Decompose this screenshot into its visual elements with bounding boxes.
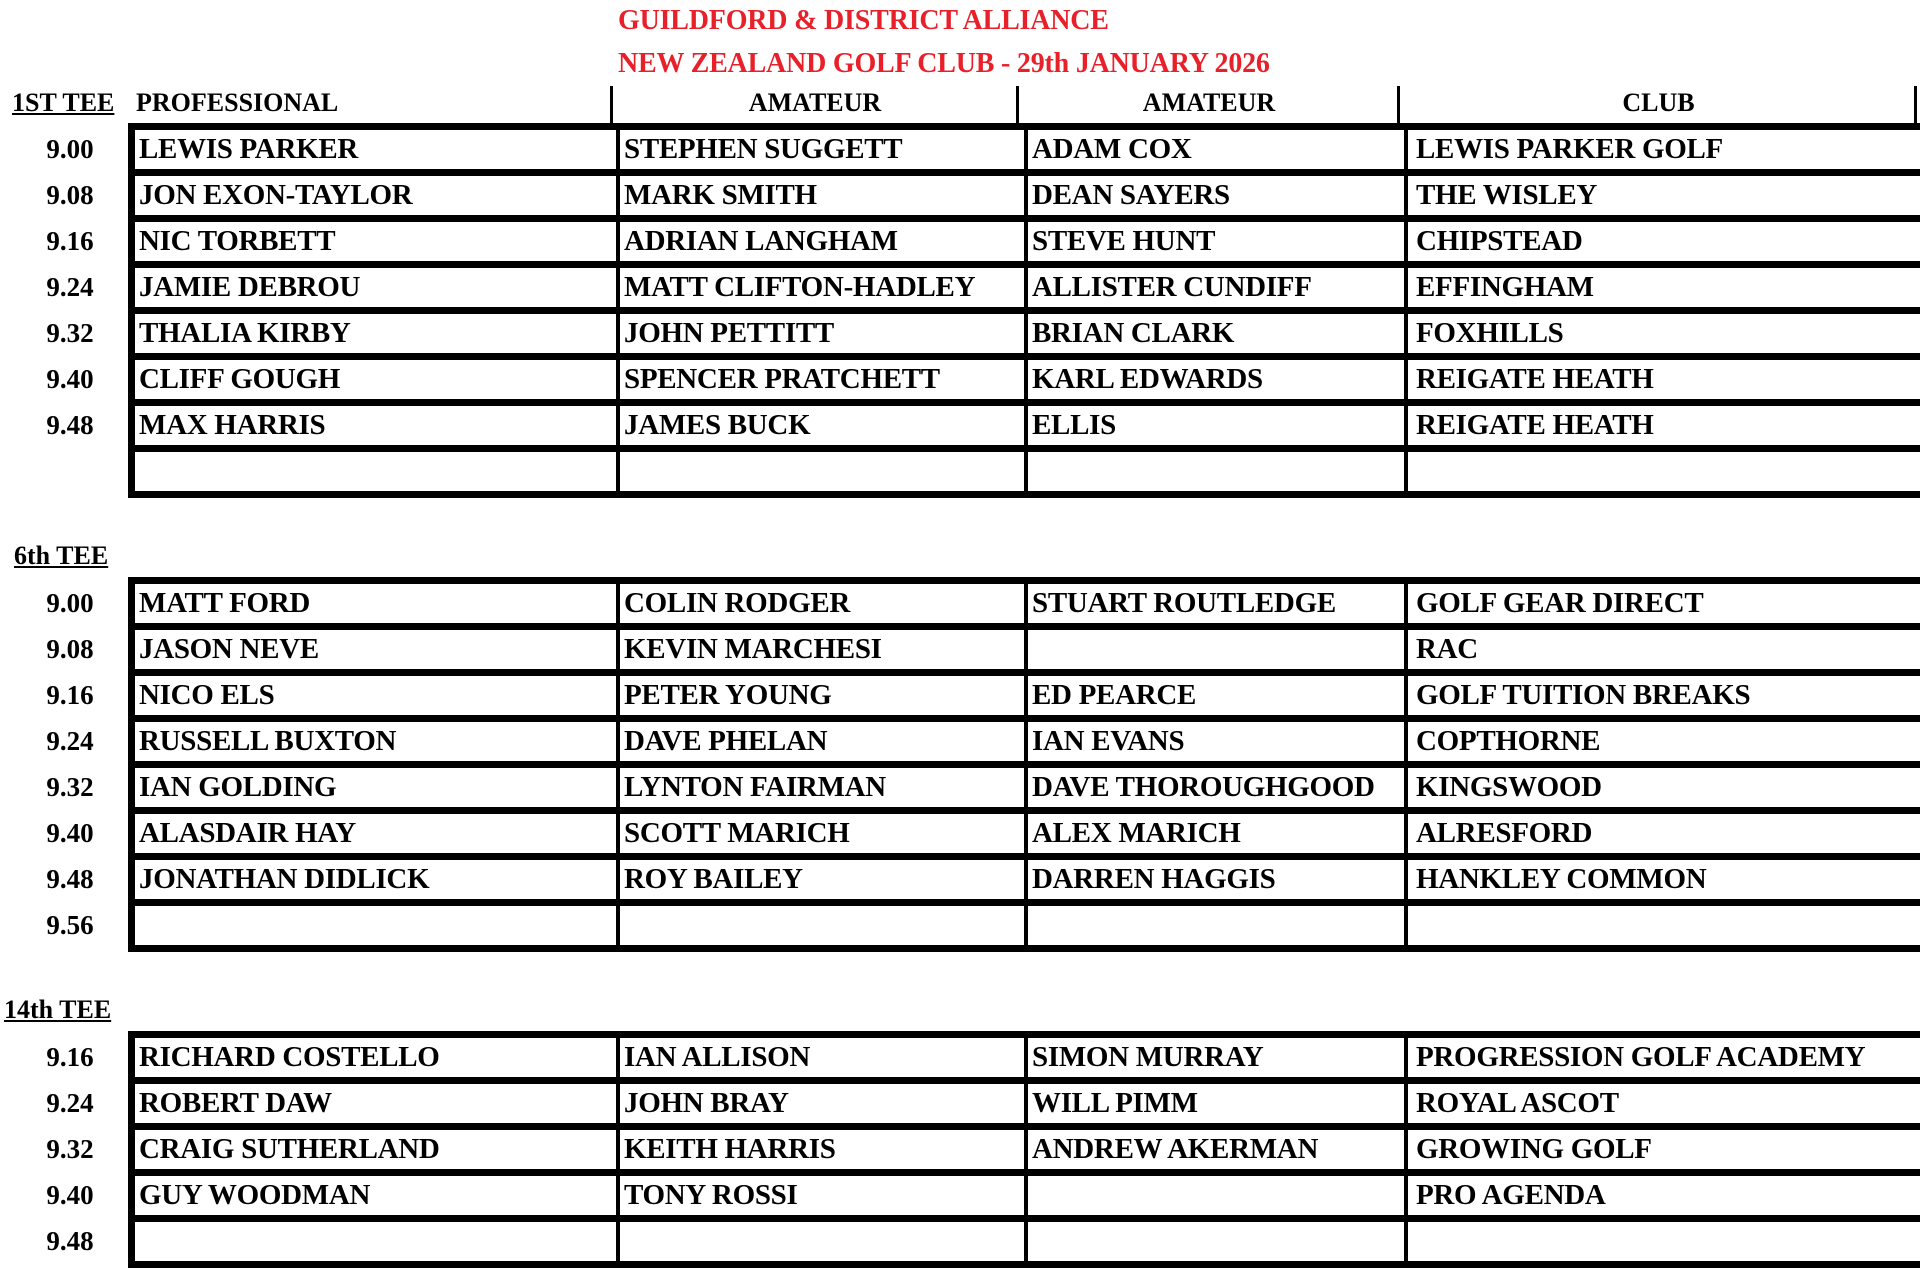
club-cell: ROYAL ASCOT [1416, 1087, 1619, 1119]
tee-time: 9.40 [46, 1180, 94, 1210]
amateur-1-cell [620, 1222, 1024, 1261]
amateur-1-cell: TONY ROSSI [624, 1179, 798, 1211]
amateur-1-cell: ADRIAN LANGHAM [624, 225, 898, 257]
tee-table-1 [128, 123, 1920, 498]
amateur-1-cell: JAMES BUCK [624, 409, 811, 441]
table-row [135, 722, 1920, 768]
tee-time: 9.08 [46, 634, 94, 664]
amateur-1-cell: SPENCER PRATCHETT [624, 363, 940, 395]
club-cell: LEWIS PARKER GOLF [1416, 133, 1723, 165]
table-row [135, 406, 1920, 452]
header-divider [1397, 86, 1400, 126]
professional-cell [135, 452, 616, 491]
tee-time: 9.56 [46, 910, 94, 940]
table-row [135, 360, 1920, 406]
tee-time: 9.48 [46, 1226, 94, 1256]
club-cell: RAC [1416, 633, 1478, 665]
amateur-2-cell: ANDREW AKERMAN [1032, 1133, 1319, 1165]
amateur-2-cell: WILL PIMM [1032, 1087, 1198, 1119]
amateur-2-cell: ED PEARCE [1032, 679, 1197, 711]
amateur-1-cell: IAN ALLISON [624, 1041, 811, 1073]
tee-time: 9.24 [46, 272, 94, 302]
table-row [135, 814, 1920, 860]
professional-cell [135, 1222, 616, 1261]
amateur-1-cell: LYNTON FAIRMAN [624, 771, 886, 803]
professional-cell: MAX HARRIS [139, 409, 326, 441]
professional-cell: JASON NEVE [139, 633, 319, 665]
club-cell: FOXHILLS [1416, 317, 1564, 349]
tee-time: 9.24 [46, 726, 94, 756]
amateur-1-cell [620, 452, 1024, 491]
amateur-2-cell: ALLISTER CUNDIFF [1032, 271, 1312, 303]
amateur-2-cell [1028, 1222, 1408, 1261]
table-row [135, 768, 1920, 814]
professional-cell: IAN GOLDING [139, 771, 337, 803]
club-cell: GROWING GOLF [1416, 1133, 1652, 1165]
table-row [135, 1038, 1920, 1084]
tee-time [30, 452, 110, 491]
table-row [135, 860, 1920, 906]
club-cell: PRO AGENDA [1416, 1179, 1606, 1211]
table-row [135, 584, 1920, 630]
column-header-amateur-1: AMATEUR [748, 88, 882, 117]
table-row [135, 1222, 1920, 1261]
tee-table-2 [128, 577, 1920, 952]
amateur-2-cell [1028, 906, 1408, 945]
professional-cell: RICHARD COSTELLO [139, 1041, 440, 1073]
table-row [135, 906, 1920, 945]
section-label-14th-tee: 14th TEE [4, 995, 112, 1024]
document-title: GUILDFORD & DISTRICT ALLIANCE [618, 5, 1109, 36]
tee-time: 9.40 [46, 364, 94, 394]
table-row [135, 1176, 1920, 1222]
club-cell: CHIPSTEAD [1416, 225, 1583, 257]
amateur-1-cell: JOHN BRAY [624, 1087, 789, 1119]
amateur-2-cell: DAVE THOROUGHGOOD [1032, 771, 1375, 803]
professional-cell: ROBERT DAW [139, 1087, 332, 1119]
tee-time: 9.32 [46, 1134, 94, 1164]
table-row [135, 176, 1920, 222]
tee-table-3 [128, 1031, 1920, 1268]
professional-cell: NICO ELS [139, 679, 275, 711]
tee-time: 9.16 [46, 1042, 94, 1072]
amateur-2-cell [1028, 452, 1408, 491]
professional-cell [135, 906, 616, 945]
amateur-1-cell: MARK SMITH [624, 179, 817, 211]
amateur-2-cell: ALEX MARICH [1032, 817, 1241, 849]
club-cell: COPTHORNE [1416, 725, 1601, 757]
club-cell: GOLF GEAR DIRECT [1416, 587, 1704, 619]
amateur-1-cell: SCOTT MARICH [624, 817, 850, 849]
tee-time: 9.32 [46, 318, 94, 348]
amateur-2-cell: BRIAN CLARK [1032, 317, 1235, 349]
professional-cell: THALIA KIRBY [139, 317, 351, 349]
column-header-professional: PROFESSIONAL [136, 88, 339, 117]
column-header-amateur-2: AMATEUR [1142, 88, 1276, 117]
professional-cell: JAMIE DEBROU [139, 271, 361, 303]
amateur-1-cell: PETER YOUNG [624, 679, 832, 711]
amateur-1-cell [620, 906, 1024, 945]
column-header-club: CLUB [1622, 88, 1695, 117]
amateur-2-cell [1028, 1176, 1408, 1215]
event-subtitle: NEW ZEALAND GOLF CLUB - 29th JANUARY 2026 [618, 48, 1270, 79]
amateur-1-cell: STEPHEN SUGGETT [624, 133, 903, 165]
table-row [135, 1084, 1920, 1130]
table-row [135, 1130, 1920, 1176]
amateur-1-cell: MATT CLIFTON-HADLEY [624, 271, 976, 303]
amateur-2-cell: KARL EDWARDS [1032, 363, 1263, 395]
club-cell: REIGATE HEATH [1416, 363, 1654, 395]
club-cell: PROGRESSION GOLF ACADEMY [1416, 1041, 1866, 1073]
amateur-1-cell: DAVE PHELAN [624, 725, 828, 757]
tee-time: 9.32 [46, 772, 94, 802]
tee-time: 9.40 [46, 818, 94, 848]
amateur-2-cell [1028, 630, 1408, 669]
table-row [135, 222, 1920, 268]
club-cell: GOLF TUITION BREAKS [1416, 679, 1751, 711]
amateur-2-cell: SIMON MURRAY [1032, 1041, 1264, 1073]
header-divider [1016, 86, 1019, 126]
club-cell: REIGATE HEATH [1416, 409, 1654, 441]
professional-cell: JON EXON-TAYLOR [139, 179, 413, 211]
table-row [135, 130, 1920, 176]
tee-time: 9.00 [46, 588, 94, 618]
amateur-1-cell: JOHN PETTITT [624, 317, 834, 349]
tee-time: 9.48 [46, 410, 94, 440]
club-cell: ALRESFORD [1416, 817, 1593, 849]
tee-time: 9.08 [46, 180, 94, 210]
professional-cell: CLIFF GOUGH [139, 363, 341, 395]
club-cell: EFFINGHAM [1416, 271, 1594, 303]
header-divider [610, 86, 613, 126]
professional-cell: JONATHAN DIDLICK [139, 863, 430, 895]
table-row [135, 676, 1920, 722]
amateur-2-cell: DARREN HAGGIS [1032, 863, 1276, 895]
amateur-1-cell: KEVIN MARCHESI [624, 633, 882, 665]
professional-cell: RUSSELL BUXTON [139, 725, 397, 757]
amateur-2-cell: ADAM COX [1032, 133, 1192, 165]
header-divider [1914, 86, 1917, 126]
amateur-2-cell: STEVE HUNT [1032, 225, 1216, 257]
professional-cell: CRAIG SUTHERLAND [139, 1133, 440, 1165]
table-row [135, 630, 1920, 676]
amateur-2-cell: IAN EVANS [1032, 725, 1185, 757]
section-label-6th-tee: 6th TEE [14, 541, 109, 570]
professional-cell: ALASDAIR HAY [139, 817, 356, 849]
club-cell: THE WISLEY [1416, 179, 1598, 211]
tee-time: 9.48 [46, 864, 94, 894]
tee-time: 9.16 [46, 680, 94, 710]
professional-cell: NIC TORBETT [139, 225, 336, 257]
table-row [135, 268, 1920, 314]
professional-cell: GUY WOODMAN [139, 1179, 371, 1211]
club-cell: KINGSWOOD [1416, 771, 1602, 803]
professional-cell: MATT FORD [139, 587, 311, 619]
amateur-1-cell: COLIN RODGER [624, 587, 851, 619]
amateur-2-cell: ELLIS [1032, 409, 1116, 441]
tee-time: 9.24 [46, 1088, 94, 1118]
amateur-1-cell: KEITH HARRIS [624, 1133, 836, 1165]
table-row [135, 452, 1920, 491]
section-label-1st-tee: 1ST TEE [12, 88, 115, 117]
club-cell [1412, 452, 1920, 491]
club-cell: HANKLEY COMMON [1416, 863, 1707, 895]
club-cell [1412, 1222, 1920, 1261]
tee-time: 9.00 [46, 134, 94, 164]
amateur-2-cell: STUART ROUTLEDGE [1032, 587, 1336, 619]
column-header-row [0, 86, 1920, 124]
amateur-1-cell: ROY BAILEY [624, 863, 803, 895]
tee-time: 9.16 [46, 226, 94, 256]
club-cell [1412, 906, 1920, 945]
table-row [135, 314, 1920, 360]
amateur-2-cell: DEAN SAYERS [1032, 179, 1230, 211]
professional-cell: LEWIS PARKER [139, 133, 359, 165]
